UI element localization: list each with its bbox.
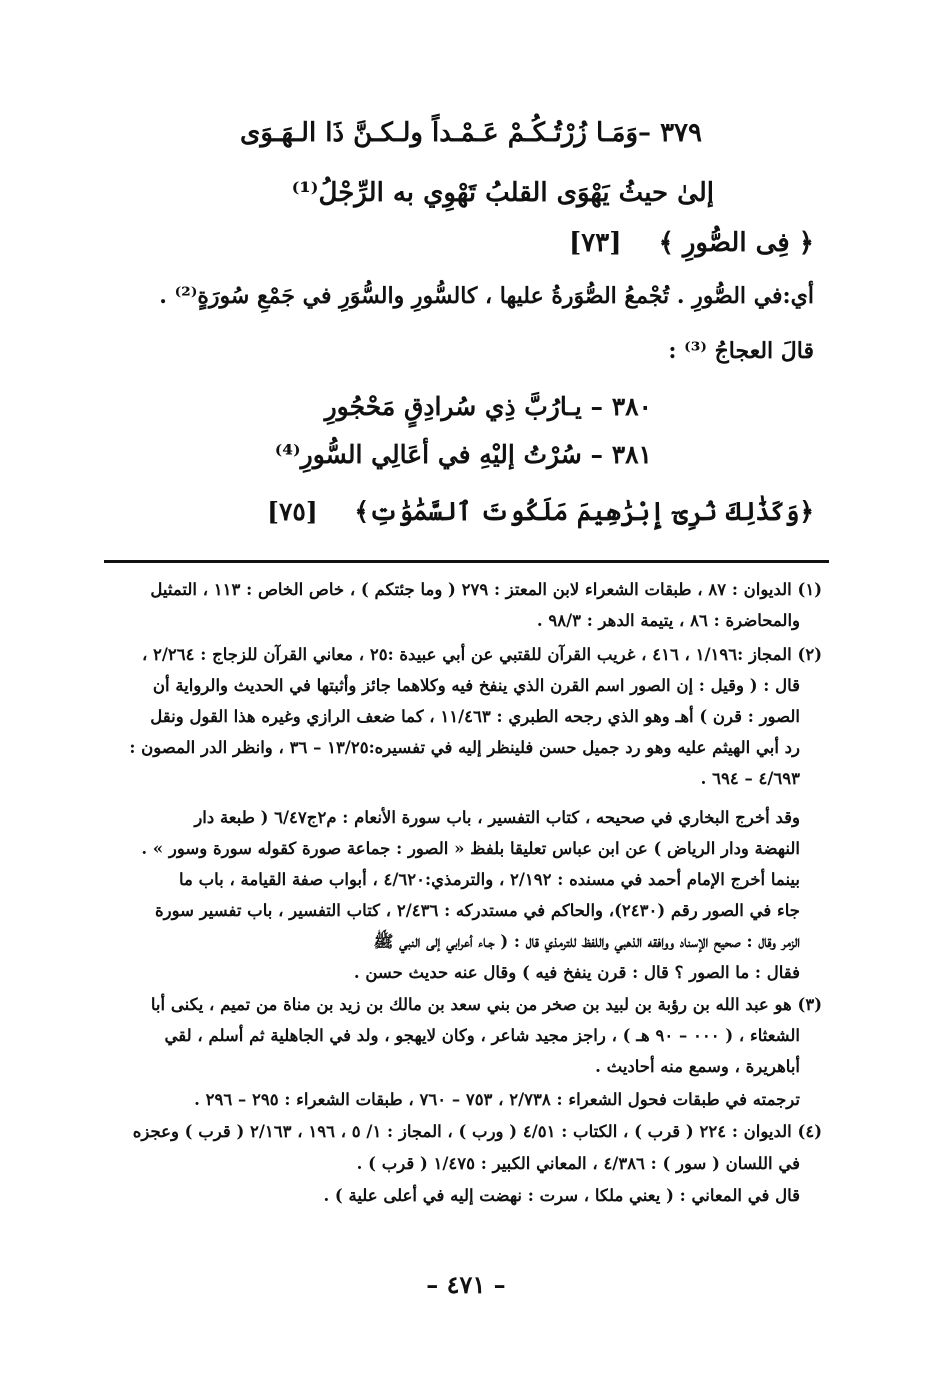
quran-verse-text: ﴿وَكَذَٰلِكَ نُرِىٓ إِبْرَٰهِيمَ مَلَكُوتَ ٱلسَّمَٰوَٰتِ﴾ xyxy=(354,497,814,526)
verse-379-first-hemistich: ٣٧٩ –وَمَـا زُرْتُـكُـمْ عَـمْـداً ولـكـنَّ ذَا الـهَـوَى xyxy=(240,118,702,148)
page-number: – ٤٧١ – xyxy=(426,1270,506,1299)
rajaz-381: ٣٨١ – سُرْتُ إليْهِ في أعَالِي السُّورِ⁽⁴⁾ xyxy=(274,440,652,469)
footnote-line: (٣) هو عبد الله بن رؤبة بن لبيد بن صخر من بني سعد بن مالك بن زيد بن مناة من تميم ، يكنى أبا xyxy=(150,995,822,1014)
footnote-line: الزمر وقال : صحيح الإسناد ووافقه الذهبي واللفظ للترمذي قال : ( جـاء أعرابي إلى النبي ﷺ xyxy=(373,932,800,951)
footnote-line: (٢) المجاز :١/١٩٦ ، ٤١٦ ، غريب القرآن للقتبي عن أبي عبيدة :٢٥ ، معاني القرآن للزجاج : ٢/٢٦٤ ، xyxy=(141,645,822,664)
footnote-separator xyxy=(104,560,829,563)
quran-heading-73 xyxy=(569,228,814,258)
footnote-line: ترجمته في طبقات فحول الشعراء : ٢/٧٣٨ ، ٧٥٣ – ٧٦٠ ، طبقات الشعراء : ٢٩٥ – ٢٩٦ . xyxy=(194,1090,800,1109)
explanation-text: أي:في الصُّورِ . تُجْمعُ الصُّوَرةُ عليها ، كالسُّورِ والسُّوَرِ في جَمْعِ سُورَةٍ⁽²⁾ . xyxy=(159,283,814,309)
ajjaj-intro: قالَ العجاجُ ⁽³⁾ : xyxy=(668,338,814,364)
rajaz-380: ٣٨٠ – يـارُبَّ ذِي سُرادِقٍ مَحْجُورِ xyxy=(324,392,652,421)
footnote-line: (١) الديوان : ٨٧ ، طبقات الشعراء لابن المعتز : ٢٧٩ ( وما جئتكم ) ، خاص الخاص : ١١٣ ، التمثيل xyxy=(150,580,822,599)
footnote-line: ٤/٦٩٣ – ٦٩٤ . xyxy=(700,769,800,788)
footnote-line: في اللسان ( سور ) : ٤/٣٨٦ ، المعاني الكبير : ١/٤٧٥ ( قرب ) . xyxy=(356,1154,800,1173)
footnote-line: وقد أخرج البخاري في صحيحه ، كتاب التفسير ، باب سورة الأنعام : م٢ج٦/٤٧ ( طبعة دار xyxy=(194,808,800,827)
footnote-line: أباهريرة ، وسمع منه أحاديث . xyxy=(595,1057,800,1076)
footnote-line: فقال : ما الصور ؟ قال : قرن ينفخ فيه ) وقال عنه حديث حسن . xyxy=(353,963,800,982)
footnote-line: (٤) الديوان : ٢٢٤ ( قرب ) ، الكتاب : ٤/٥١ ( ورب ) ، المجاز : ١/ ٥ ، ١٩٦ ، ٢/١٦٣ ( قرب ) وعجزه xyxy=(132,1122,822,1141)
verse-number: [٧٥] xyxy=(267,497,318,526)
footnote-line: النهضة ودار الرياض ) عن ابن عباس تعليقا بلفظ « الصور : جماعة صورة كقوله سورة وسور » . xyxy=(141,839,800,858)
quran-heading-text: ﴿ فِى الصُّورِ ﴾ xyxy=(658,228,814,258)
quran-heading-75 xyxy=(267,497,814,526)
verse-379-second-hemistich: إلىٰ حيثُ يَهْوَى القلبُ تَهْوِي به الرِّجْلُ⁽¹⁾ xyxy=(291,178,714,208)
footnote-line: رد أبي الهيثم عليه وهو رد جميل حسن فلينظر إليه في تفسيره:١٣/٢٥ – ٣٦ ، وانظر الدر المصون : xyxy=(129,738,800,757)
verse-number: [٧٣] xyxy=(568,228,622,258)
footnote-line: بينما أخرج الإمام أحمد في مسنده : ٢/١٩٢ ، والترمذي:٤/٦٢٠ ، أبواب صفة القيامة ، باب ما xyxy=(178,870,800,889)
footnote-line: الصور : قرن ) أهـ وهو الذي رجحه الطبري : ١١/٤٦٣ ، كما ضعف الرازي وغيره هذا القول ونقل xyxy=(150,707,800,726)
footnote-line: قال : ( وقيل : إن الصور اسم القرن الذي ينفخ فيه وكلاهما جائز وأثبتها في الحديث والرواية أن xyxy=(152,676,800,695)
footnote-line: الشعثاء ، ( ٠٠٠ – ٩٠ هـ ) ، راجز مجيد شاعر ، وكان لايهجو ، ولد في الجاهلية ثم أسلم ، لقي xyxy=(164,1026,800,1045)
footnote-line: والمحاضرة : ٨٦ ، يتيمة الدهر : ٩٨/٣ . xyxy=(536,611,800,630)
footnote-line: جاء في الصور رقم (٢٤٣٠)، والحاكم في مستدركه : ٢/٤٣٦ ، كتاب التفسير ، باب تفسير سورة xyxy=(154,901,800,920)
footnote-line: قال في المعاني : ( يعني ملكا ، سرت : نهضت إليه في أعلى علية ) . xyxy=(323,1186,800,1205)
